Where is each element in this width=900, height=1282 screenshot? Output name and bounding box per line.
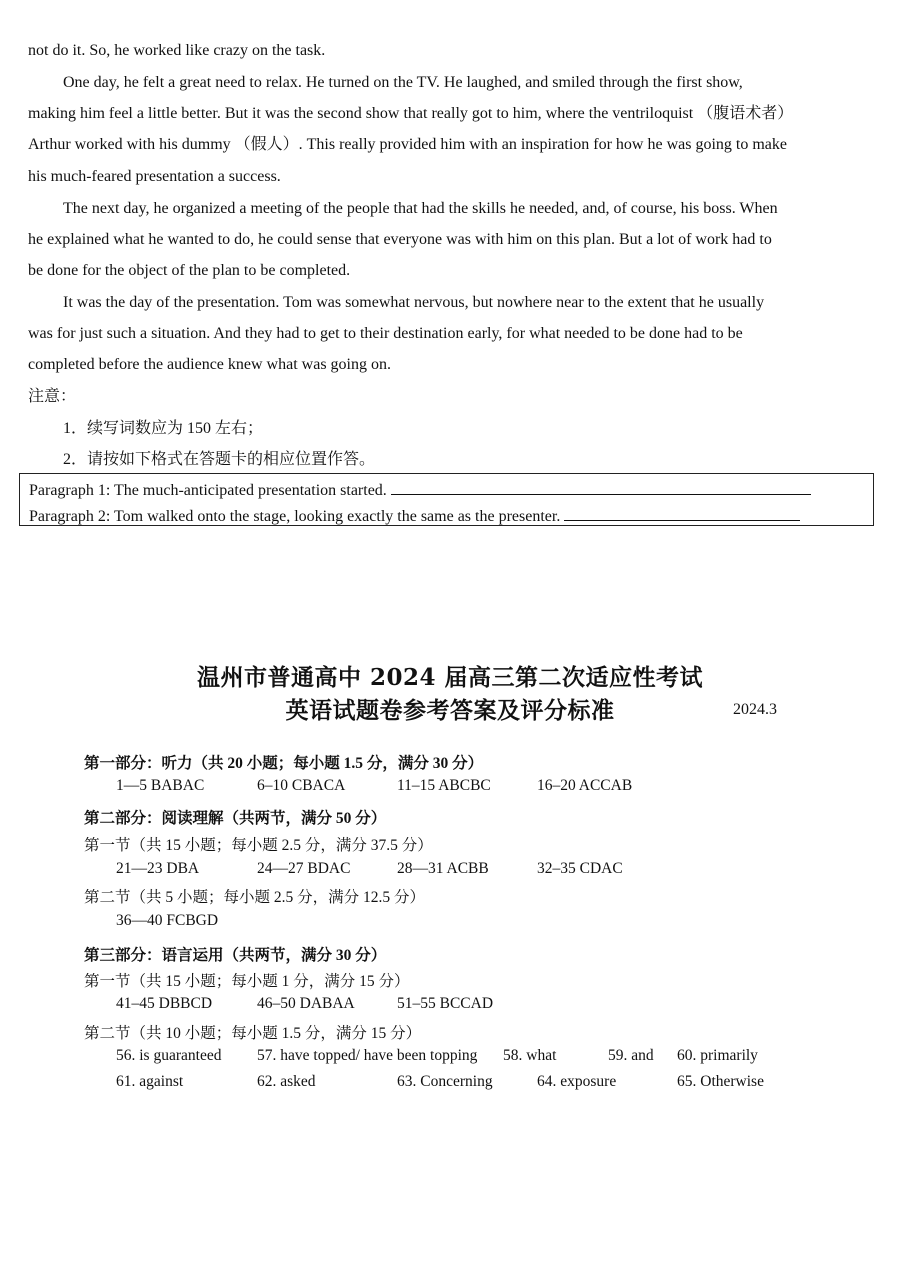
part3-section1-heading: 第一节（共 15 小题；每小题 1 分，满分 15 分） — [84, 973, 410, 990]
part2-heading: 第二部分：阅读理解（共两节，满分 50 分） — [84, 810, 387, 827]
part2-section1-answer-3: 28—31 ACBB — [397, 860, 489, 877]
passage-line-1: not do it. So, he worked like crazy on the task. — [28, 42, 326, 59]
paragraph-1-blank — [391, 480, 811, 495]
part3-section2-answer-60: 60. primarily — [677, 1047, 758, 1064]
answer-key-title-1: 温州市普通高中 2024 届高三第二次适应性考试 — [196, 664, 704, 691]
part2-section2-heading: 第二节（共 5 小题；每小题 2.5 分，满分 12.5 分） — [84, 889, 426, 906]
part3-section2-answer-65: 65. Otherwise — [677, 1073, 764, 1090]
part1-answer-2: 6–10 CBACA — [257, 777, 346, 794]
part3-section2-answer-58: 58. what — [503, 1047, 557, 1064]
notes-heading: 注意： — [28, 388, 77, 405]
note-item-2: 2．请按如下格式在答题卡的相应位置作答。 — [63, 451, 376, 468]
part3-section2-answer-61: 61. against — [116, 1073, 184, 1090]
part3-section1-answer-2: 46–50 DABAA — [257, 995, 355, 1012]
part1-answer-3: 11–15 ABCBC — [397, 777, 491, 794]
answer-format-box — [19, 473, 874, 526]
answer-key-title-2: 英语试题卷参考答案及评分标准 — [285, 697, 615, 724]
paragraph-2-prompt: Paragraph 2: Tom walked onto the stage, looking exactly the same as the presenter. — [29, 508, 561, 525]
part2-section1-answer-4: 32–35 CDAC — [537, 860, 623, 877]
passage-line-7: he explained what he wanted to do, he could sense that everyone was with him on this plan. But a lot of work had to — [28, 231, 772, 248]
passage-line-9: It was the day of the presentation. Tom was somewhat nervous, but nowhere near to the extent that he usually — [63, 294, 765, 311]
paragraph-1-row — [29, 480, 811, 501]
passage-line-8: be done for the object of the plan to be completed. — [28, 262, 351, 279]
part3-section2-answer-57: 57. have topped/ have been topping — [257, 1047, 478, 1064]
part3-section2-answer-56: 56. is guaranteed — [116, 1047, 222, 1064]
part2-section1-heading: 第一节（共 15 小题；每小题 2.5 分，满分 37.5 分） — [84, 837, 433, 854]
part3-heading: 第三部分：语言运用（共两节，满分 30 分） — [84, 947, 387, 964]
passage-line-6: The next day, he organized a meeting of the people that had the skills he needed, and, of course, his boss. When — [63, 200, 778, 217]
answer-key-date: 2024.3 — [733, 701, 777, 718]
passage-line-3: making him feel a little better. But it was the second show that really got to him, where the ventriloquist （腹语术者） — [28, 105, 794, 122]
passage-line-11: completed before the audience knew what was going on. — [28, 356, 391, 373]
passage-line-10: was for just such a situation. And they had to get to their destination early, for what needed to be done had to be — [28, 325, 743, 342]
part1-heading: 第一部分：听力（共 20 小题；每小题 1.5 分，满分 30 分） — [84, 755, 484, 772]
part3-section2-answer-59: 59. and — [608, 1047, 654, 1064]
paragraph-1-prompt: Paragraph 1: The much-anticipated presentation started. — [29, 482, 387, 499]
paragraph-2-blank — [564, 506, 800, 521]
part3-section1-answer-1: 41–45 DBBCD — [116, 995, 213, 1012]
part3-section2-heading: 第二节（共 10 小题；每小题 1.5 分，满分 15 分） — [84, 1025, 422, 1042]
note-item-1: 1．续写词数应为 150 左右； — [63, 420, 264, 437]
part3-section2-answer-64: 64. exposure — [537, 1073, 617, 1090]
part3-section2-answer-62: 62. asked — [257, 1073, 316, 1090]
part2-section1-answer-1: 21—23 DBA — [116, 860, 200, 877]
part3-section1-answer-3: 51–55 BCCAD — [397, 995, 494, 1012]
passage-line-2: One day, he felt a great need to relax. He turned on the TV. He laughed, and smiled through the first show, — [63, 74, 743, 91]
passage-line-4: Arthur worked with his dummy （假人）. This really provided him with an inspiration for how he was going to make — [28, 136, 788, 153]
part1-answer-4: 16–20 ACCAB — [537, 777, 633, 794]
part3-section2-answer-63: 63. Concerning — [397, 1073, 493, 1090]
paragraph-2-row — [29, 506, 800, 527]
passage-line-5: his much-feared presentation a success. — [28, 168, 281, 185]
part1-answer-1: 1—5 BABAC — [116, 777, 205, 794]
part2-section2-answer-1: 36—40 FCBGD — [116, 912, 219, 929]
part2-section1-answer-2: 24—27 BDAC — [257, 860, 351, 877]
